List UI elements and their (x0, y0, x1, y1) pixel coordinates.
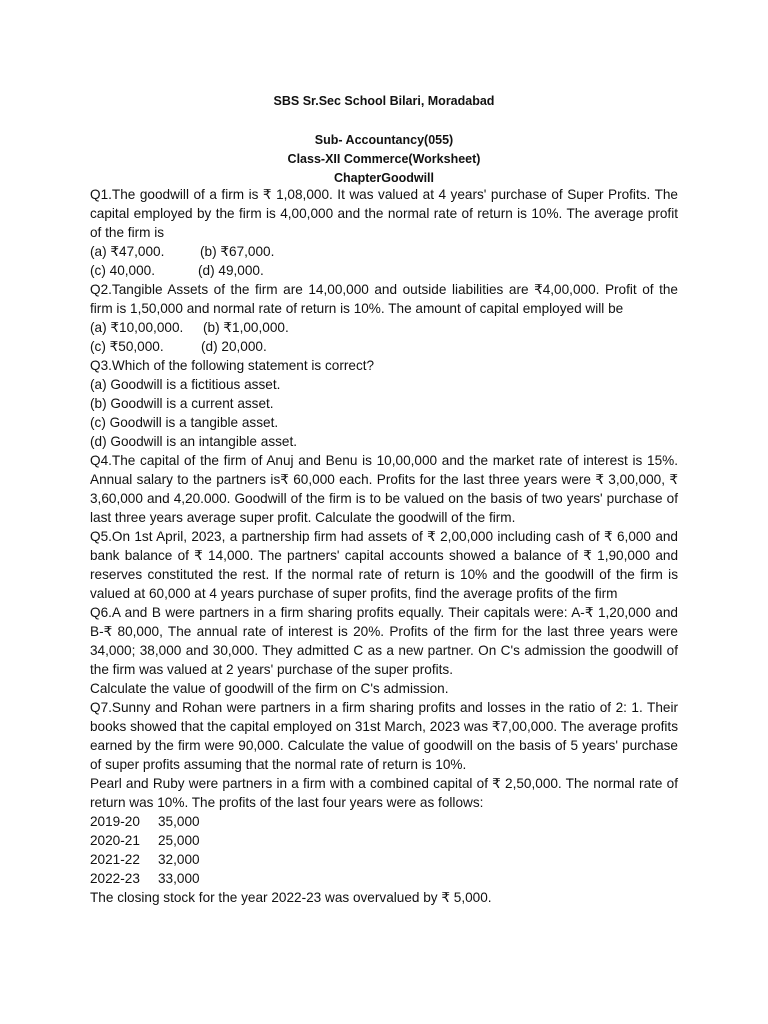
question-5: Q5.On 1st April, 2023, a partnership firm had assets of ₹ 2,00,000 including cash of ₹ 6,000 and bank balance of ₹ 14,000. The partners' capital accounts showed a balance of ₹ 1,90,000 and reserves constituted the rest. If the normal rate of return is 10% and the goodwill of the firm is valued at 60,000 at 4 years purchase of super profits, find the average profits of the firm (90, 529, 678, 601)
question-1-options-row-1 (90, 242, 678, 261)
profit-year: 2021-22 (90, 852, 140, 867)
profit-amount: 25,000 (158, 833, 200, 848)
question-8: Pearl and Ruby were partners in a firm with a combined capital of ₹ 2,50,000. The normal rate of return was 10%. The profits of the last four years were as follows: (90, 776, 678, 810)
subject-title: Sub- Accountancy(055) (314, 133, 454, 147)
question-2-options-row-2 (90, 337, 678, 356)
option-c: (c) ₹50,000. (90, 339, 164, 354)
question-7: Q7.Sunny and Rohan were partners in a firm sharing profits and losses in the ratio of 2: 1. Their books showed that the capital employed on 31st March, 2023 was ₹7,00,000. The average profits earned by the firm were 90,000. Calculate the value of goodwill on the basis of 5 years' purchase of super profits assuming that the normal rate of return is 10%. (90, 700, 678, 772)
profit-year: 2022-23 (90, 871, 140, 886)
option-c: (c) 40,000. (90, 263, 155, 278)
school-name: SBS Sr.Sec School Bilari, Moradabad (273, 94, 495, 108)
worksheet-body (90, 185, 678, 907)
chapter-title: ChapterGoodwill (334, 171, 434, 185)
profit-row (90, 850, 678, 869)
option-c: (c) Goodwill is a tangible asset. (90, 415, 279, 430)
question-6: Q6.A and B were partners in a firm sharing profits equally. Their capitals were: A-₹ 1,20,000 and B-₹ 80,000, The annual rate of interest is 20%. Profits of the firm for the last three years were 34,000; 38,000 and 30,000. They admitted C as a new partner. On C's admission the goodwill of the firm was valued at 2 years' purchase of the super profits. (90, 605, 678, 677)
option-b: (b) ₹1,00,000. (203, 320, 289, 335)
profit-amount: 35,000 (158, 814, 200, 829)
profit-year: 2019-20 (90, 814, 140, 829)
option-d: (d) 20,000. (201, 339, 267, 354)
question-2-options-row-1 (90, 318, 678, 337)
profit-year: 2020-21 (90, 833, 140, 848)
option-a: (a) Goodwill is a fictitious asset. (90, 377, 281, 392)
option-b: (b) ₹67,000. (200, 244, 275, 259)
option-d: (d) 49,000. (198, 263, 264, 278)
option-b: (b) Goodwill is a current asset. (90, 396, 274, 411)
option-a: (a) ₹10,00,000. (90, 320, 184, 335)
question-8-note: The closing stock for the year 2022-23 was overvalued by ₹ 5,000. (90, 890, 492, 905)
class-title: Class-XII Commerce(Worksheet) (287, 152, 481, 166)
option-d: (d) Goodwill is an intangible asset. (90, 434, 298, 449)
worksheet-heading (0, 131, 768, 188)
question-2: Q2.Tangible Assets of the firm are 14,00,000 and outside liabilities are ₹4,00,000. Profit of the firm is 1,50,000 and normal rate of return is 10%. The amount of capital employed will be (90, 282, 678, 316)
profit-row (90, 869, 678, 888)
profit-table (90, 812, 678, 888)
profit-amount: 32,000 (158, 852, 200, 867)
option-a: (a) ₹47,000. (90, 244, 165, 259)
question-6-instruction: Calculate the value of goodwill of the firm on C's admission. (90, 681, 449, 696)
question-4: Q4.The capital of the firm of Anuj and Benu is 10,00,000 and the market rate of interest is 15%. Annual salary to the partners is₹ 60,000 each. Profits for the last three years were ₹ 3,00,000, ₹ 3,60,000 and 4,20.000. Goodwill of the firm is to be valued on the basis of two years' purchase of last three years average super profit. Calculate the goodwill of the firm. (90, 453, 678, 525)
profit-row (90, 812, 678, 831)
profit-amount: 33,000 (158, 871, 200, 886)
profit-row (90, 831, 678, 850)
question-1: Q1.The goodwill of a firm is ₹ 1,08,000. It was valued at 4 years' purchase of Super Profits. The capital employed by the firm is 4,00,000 and the normal rate of return is 10%. The average profit of the firm is (90, 187, 678, 240)
question-3: Q3.Which of the following statement is correct? (90, 358, 375, 373)
question-1-options-row-2 (90, 261, 678, 280)
